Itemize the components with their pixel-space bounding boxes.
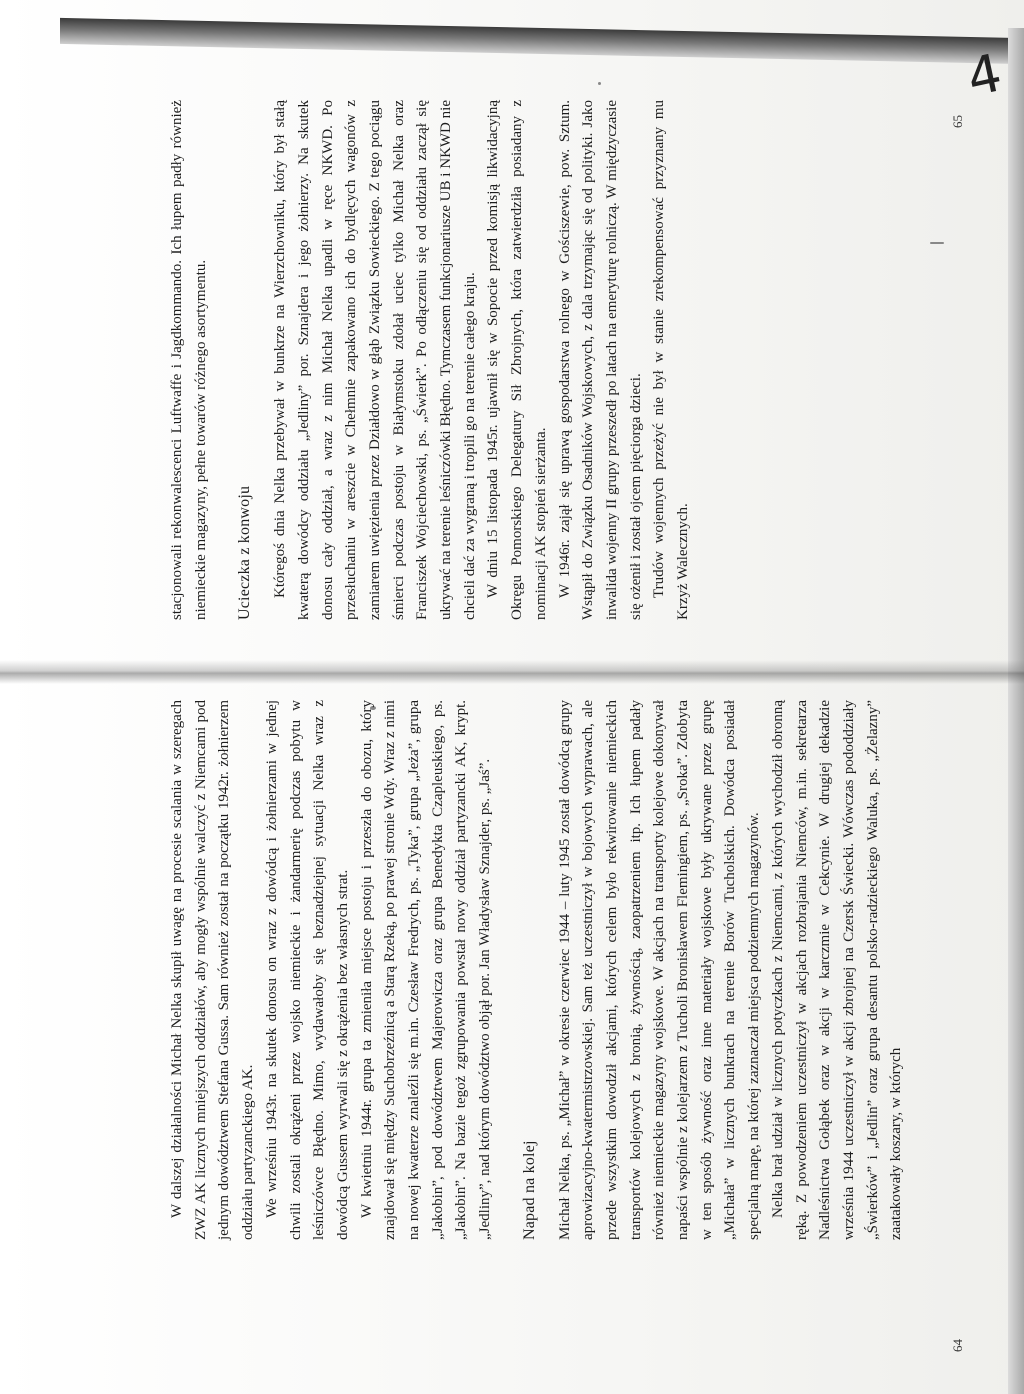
paragraph: We wrześniu 1943r. na skutek donosu on wraz z dowódcą i żołnierzami w jednej chwili zostali okrążeni przez wojsko niemieckie i żandarmerię podczas pobytu w leśniczówce Błędno. Mimo, wydawałoby się beznadziejnej sytuacji Nelka wraz z dowódcą Gussem wyrwali się z okrążenia bez własnych strat.: [263, 700, 351, 1240]
left-page-paragraphs-before-heading: [166, 700, 498, 1240]
scanner-edge-right: [1008, 28, 1024, 1394]
paragraph: Trudów wojennych przeżyć nie był w stanie zrekompensować przyznany mu Krzyż Walecznych.: [651, 100, 692, 620]
right-page-paragraphs-after-heading: [269, 100, 696, 620]
section-heading: Ucieczka z konwoju: [236, 485, 254, 620]
paragraph: stacjonowali rekonwalescenci Luftwaffe i Jagdkommando. Ich łupem padły również niemieckie magazyny, pełne towarów różnego asortymentu.: [169, 100, 209, 620]
right-page-paragraphs-before-heading: [166, 100, 213, 620]
book-gutter: [0, 660, 1024, 684]
scanner-edge-top: [60, 18, 1024, 64]
paragraph: W dniu 15 listopada 1945r. ujawnił się w Sopocie przed komisją likwidacyjną Okręgu Pomorskiego Delegatury Sił Zbrojnych, która zatwierdziła posiadany z nominacji AK stopień sierżanta.: [485, 100, 549, 620]
paragraph: W 1946r. zajął się uprawą gospodarstwa rolnego w Gościszewie, pow. Sztum. Wstąpił do Związku Osadników Wojskowych, z dala trzymając się od polityki. Jako inwalida wojenny II grupy przeszedł po latach na emeryturę rolniczą. W międzyczasie się ożenił i został ojcem pięciorga dzieci.: [556, 100, 644, 620]
page-number-right: 65: [950, 115, 965, 128]
handwritten-page-mark: 4: [962, 43, 1007, 109]
paragraph: Michał Nelka, ps. „Michał” w okresie czerwiec 1944 – luty 1945 został dowódcą grupy aprowizacyjno-kwatermistrzowskiej. Sam też uczestniczył w bojowych wyprawach, ale przede wszystkim dowodził akcjami, których celem było rekwirowanie niemieckich transportów kolejowych z bronią, żywnością, zaopatrzeniem itp. Ich łupem padały również niemieckie magazyny wojskowe. W akcjach na transporty kolejowe dokonywał napaści wspólnie z kolejarzem z Tucholi Bronisławem Flemingiem, ps. „Sroka”. Zdobyta w ten sposób żywność oraz inne materiały wojskowe były ukrywane przez grupę „Michała” w licznych bunkrach na terenie Borów Tucholskich. Dowódca posiadał specjalną mapę, na której zaznaczał miejsca podziemnych magazynów.: [556, 700, 763, 1240]
page-64: [166, 700, 905, 1240]
dust-speck: [598, 82, 601, 85]
paragraph: Nelka brał udział w licznych potyczkach z Niemcami, z których wychodził obronną ręką. Z powodzeniem uczestniczył w akcjach rozbrajania Niemców, m.in. sekretarza Nadleśnictwa Gołąbek oraz w akcji w karczmie w Cekcynie. W drugiej dekadzie września 1944 uczestniczył w akcji zbrojnej na Czersk Świecki. Wówczas pododdziały „Świerków” i „Jedlin” oraz grupa desantu polsko-radzieckiego Waluka, ps. „Żelazny” zaatakowały koszary, w których: [769, 700, 905, 1240]
page-65: [166, 100, 806, 620]
section-heading: Napad na kolej: [520, 1140, 538, 1240]
paragraph: W dalszej działalności Michał Nelka skupił uwagę na procesie scalania w szeregach ZWZ AK licznych mniejszych oddziałów, aby mogły wspólnie walczyć z Niemcami pod jednym dowództwem Stefana Gussa. Sam również został na początku 1942r. żołnierzem oddziału partyzanckiego AK.: [169, 700, 257, 1240]
page-number-left: 64: [950, 1339, 965, 1352]
dust-speck: [930, 242, 944, 244]
left-page-paragraphs-after-heading: [554, 700, 910, 1240]
paragraph: W kwietniu 1944r. grupa ta zmieniła miejsce postoju i przeszła do obozu, który znajdował się między Suchobrzeźnicą a Starą Rzeką, po prawej stronie Wdy. Wraz z nimi na nowej kwaterze znaleźli się m.in. Czesław Fredrych, ps. „Tyka”, grupa „Jeża”, grupa „Jakobin”, pod dowództwem Majerowicza oraz grupa Benedykta Czapleuskiego, ps. „Jakobin”. Na bazie tegoż zgrupowania powstał nowy oddział partyzancki AK, krypt. „Jedliny”, nad którym dowództwo objął por. Jan Władysław Sznajder, ps. „Jaś”.: [358, 700, 494, 1240]
paragraph: Któregoś dnia Nelka przebywał w bunkrze na Wierzchowniku, który był stałą kwaterą dowódcy oddziału „Jedliny” por. Sznajdera i jego żołnierzy. Na skutek donosu cały oddział, a wraz z nim Michał Nelka upadli w ręce NKWD. Po przesłuchaniu w areszcie w Chełmnie zapakowano ich do bydlęcych wagonów z zamiarem uwięzienia przez Działdowo w głąb Związku Sowieckiego. Z tego pociągu śmierci podczas postoju w Białymstoku zdołał uciec tylko Michał Nelka oraz Franciszek Wojciechowski, ps. „Świerk”. Po odłączeniu się od oddziału zaczął się ukrywać na terenie leśniczówki Błędno. Tymczasem funkcjonariusze UB i NKWD nie chcieli dać za wygraną i tropili go na terenie całego kraju.: [272, 100, 478, 620]
